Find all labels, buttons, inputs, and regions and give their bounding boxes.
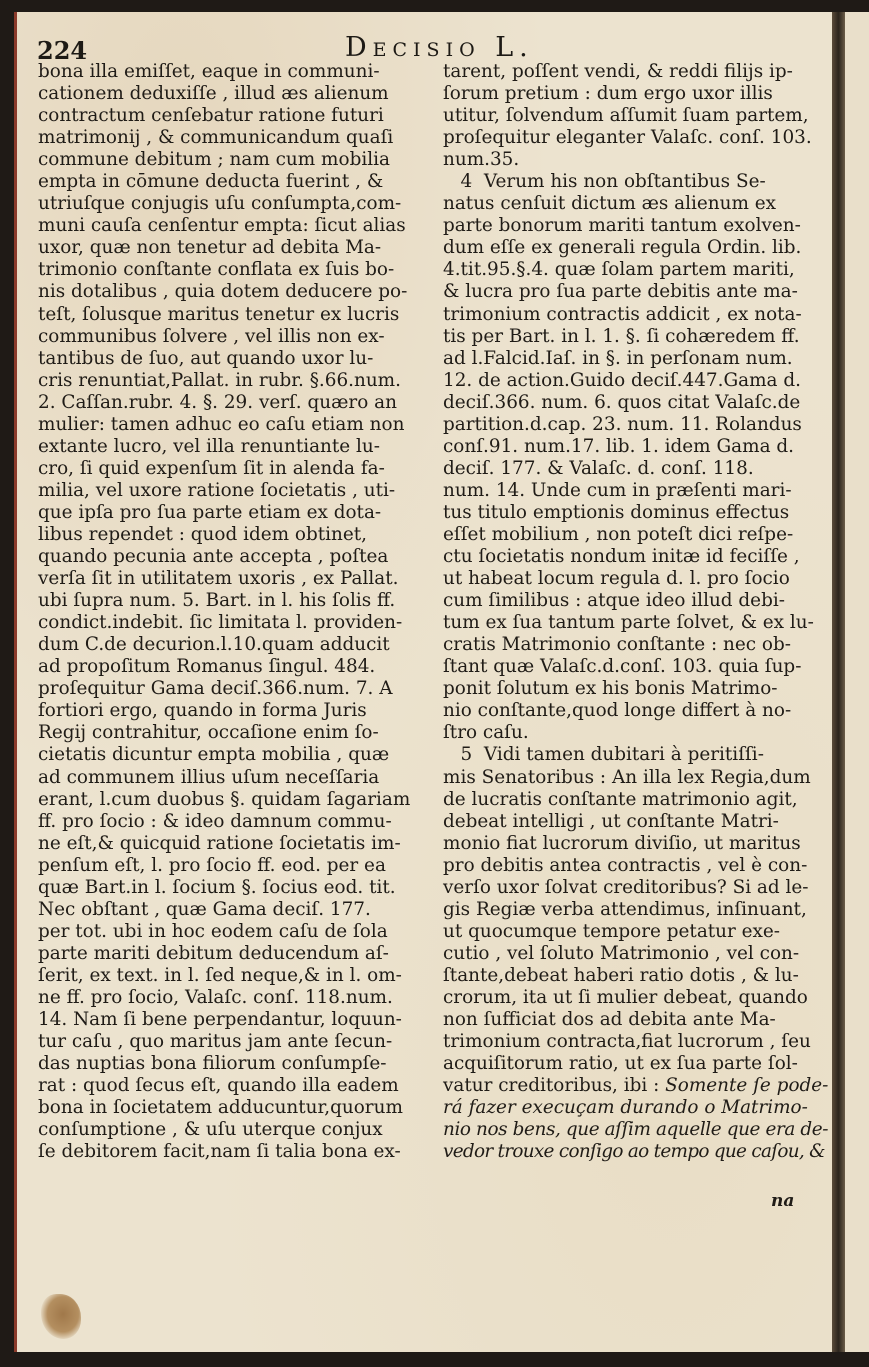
text-line: 14. Nam ſi bene perpendantur, loquun-	[38, 1009, 402, 1031]
text-line: conſumptione , & uſu uterque conjux	[38, 1119, 383, 1141]
text-line: conſ.91. num.17. lib. 1. idem Gama d.	[443, 435, 794, 457]
text-line: de lucratis conſtante matrimonio agit,	[443, 788, 798, 810]
text-line: deciſ.366. num. 6. quos citat Valaſc.de	[443, 391, 801, 413]
text-line: tur caſu , quo maritus jam ante ſecun-	[38, 1031, 393, 1053]
page-number: 224	[37, 36, 88, 65]
text-line: trimonium contracta,fiat lucrorum , ſeu	[443, 1031, 811, 1053]
text-line: erant, l.cum duobus §. quidam ſagariam	[38, 788, 411, 810]
text-line: tum ex ſua tantum parte ſolvet, & ex lu-	[443, 612, 814, 634]
text-line: cutio , vel ſoluto Matrimonio , vel con-	[443, 942, 800, 964]
text-line: ut quocumque tempore petatur exe-	[443, 920, 781, 942]
text-line: trimonio conſtante conflata ex ſuis bo-	[38, 259, 395, 281]
text-line: teſt, ſolusque maritus tenetur ex lucris	[38, 303, 400, 325]
text-line: libus rependet : quod idem obtinet,	[38, 523, 367, 545]
text-line: vedor trouxe conſigo ao tempo que caſou, &	[443, 1141, 825, 1163]
text-line: mis Senatoribus : An illa lex Regia,dum	[443, 766, 811, 788]
text-line: commune debitum ; nam cum mobilia	[38, 149, 390, 171]
text-line: ad l.Falcid.Iaſ. in §. in perſonam num.	[443, 347, 793, 369]
text-line: verſo uxor ſolvat creditoribus? Si ad le-	[443, 876, 809, 898]
text-line: tus titulo emptionis dominus effectus	[443, 501, 790, 523]
text-line: condict.indebit. ſic limitata l. providen-	[38, 612, 403, 634]
text-line: natus cenſuit dictum æs alienum ex	[443, 193, 777, 215]
text-line: gis Regiæ verba attendimus, inſinuant,	[443, 898, 807, 920]
text-line: ſorum pretium : dum ergo uxor illis	[443, 83, 773, 105]
text-line: partition.d.cap. 23. num. 11. Rolandus	[443, 413, 802, 435]
text-line: monio fiat lucrorum diviſio, ut maritus	[443, 832, 801, 854]
text-line: cris renuntiat,Pallat. in rubr. §.66.num.	[38, 369, 401, 391]
text-line: 4 Verum his non obſtantibus Se-	[443, 171, 766, 193]
catchword: na	[771, 1191, 795, 1211]
text-line: num.35.	[443, 149, 520, 171]
text-line: tarent, poſſent vendi, & reddi filijs ip-	[443, 61, 793, 82]
text-line: cratis Matrimonio conſtante : nec ob-	[443, 634, 791, 656]
text-line: 2. Caſſan.rubr. 4. §. 29. verſ. quæro an	[38, 391, 397, 413]
text-line: eſſet mobilium , non poteſt dici reſpe-	[443, 523, 794, 545]
text-line: nio nos bens, que aſſim aquelle que era de-	[443, 1119, 829, 1141]
text-line: ſtante,debeat haberi ratio dotis , & lu-	[443, 964, 799, 986]
text-line: ubi ſupra num. 5. Bart. in l. his ſolis ff.	[38, 590, 396, 612]
page-header	[20, 20, 800, 65]
text-line: acquiſitorum ratio, ut ex ſua parte ſol-	[443, 1053, 798, 1075]
text-line: debeat intelligi , ut conſtante Matri-	[443, 810, 779, 832]
text-line: per tot. ubi in hoc eodem caſu de ſola	[38, 920, 388, 942]
text-line: utitur, ſolvendum aſſumit ſuam partem,	[443, 105, 809, 127]
text-line: tis per Bart. in l. 1. §. ſi cohæredem ff.	[443, 325, 800, 347]
text-line: penſum eſt, l. pro ſocio ff. eod. per ea	[38, 854, 386, 876]
text-line: parte mariti debitum deducendum aſ-	[38, 942, 389, 964]
text-line: utriuſque conjugis uſu conſumpta,com-	[38, 193, 402, 215]
text-line: verſa ſit in utilitatem uxoris , ex Pallat.	[38, 568, 399, 590]
text-line: Regij contrahitur, occaſione enim ſo-	[38, 722, 379, 744]
text-line: parte bonorum mariti tantum exolven-	[443, 215, 801, 237]
gutter-shadow	[832, 12, 845, 1352]
running-title: Decisio L.	[345, 32, 534, 63]
text-line: empta in cōmune deducta fuerint , &	[38, 171, 384, 193]
text-line: ut habeat locum regula d. l. pro ſocio	[443, 568, 790, 590]
text-line: contractum cenſebatur ratione futuri	[38, 105, 384, 127]
text-line	[443, 1075, 829, 1097]
text-line: & lucra pro ſua parte debitis ante ma-	[443, 281, 798, 303]
text-line: bona in ſocietatem adducuntur,quorum	[38, 1097, 403, 1119]
portuguese-quotation: Somente ſe pode-	[665, 1075, 829, 1097]
text-line: rat : quod ſecus eſt, quando illa eadem	[38, 1075, 399, 1097]
right-text-column	[443, 61, 829, 1163]
text-line: nio conſtante,quod longe differt à no-	[443, 700, 792, 722]
text-line: deciſ. 177. & Valaſc. d. conſ. 118.	[443, 457, 754, 479]
text-line: communibus ſolvere , vel illis non ex-	[38, 325, 385, 347]
text-line: ſerit, ex text. in l. ſed neque,& in l. om-	[38, 964, 402, 986]
text-line: matrimonij , & communicandum quaſi	[38, 127, 394, 149]
text-line: cum ſimilibus : atque ideo illud debi-	[443, 590, 785, 612]
text-line: ſtro caſu.	[443, 722, 529, 744]
text-line: quæ Bart.in l. ſocium §. ſocius eod. tit.	[38, 876, 396, 898]
text-line: ſtant quæ Valaſc.d.conſ. 103. quia ſup-	[443, 656, 802, 678]
text-line: 5 Vidi tamen dubitari à peritiſſi-	[443, 744, 764, 766]
text-line: quando pecunia ante accepta , poſtea	[38, 546, 389, 568]
text-line: dum eſſe ex generali regula Ordin. lib.	[443, 237, 802, 259]
text-line: ne eſt,& quicquid ratione ſocietatis im-	[38, 832, 401, 854]
text-line: bona illa emiſſet, eaque in communi-	[38, 61, 380, 82]
text-line: proſequitur Gama deciſ.366.num. 7. A	[38, 678, 393, 700]
text-line: extante lucro, vel illa renuntiante lu-	[38, 435, 380, 457]
text-line: milia, vel uxore ratione ſocietatis , uti-	[38, 479, 396, 501]
text-line: ne ff. pro ſocio, Valaſc. conſ. 118.num.	[38, 986, 393, 1008]
left-text-column	[38, 61, 411, 1163]
text-line: crorum, ita ut ſi mulier debeat, quando	[443, 986, 808, 1008]
text-line: cationem deduxiſſe , illud æs alienum	[38, 83, 389, 105]
text-line: 4.tit.95.§.4. quæ ſolam partem mariti,	[443, 259, 795, 281]
text-line: tantibus de ſuo, aut quando uxor lu-	[38, 347, 374, 369]
text-line: ſe debitorem facit,nam ſi talia bona ex-	[38, 1141, 401, 1163]
text-line: trimonium contractis addicit , ex nota-	[443, 303, 802, 325]
water-stain	[41, 1294, 81, 1339]
facing-page-edge	[845, 12, 869, 1352]
text-line: das nuptias bona filiorum conſumpſe-	[38, 1053, 387, 1075]
text-line: cro, ſi quid expenſum ſit in alenda fa-	[38, 457, 385, 479]
text-line: Nec obſtant , quæ Gama deciſ. 177.	[38, 898, 371, 920]
text-line: nis dotalibus , quia dotem deducere po-	[38, 281, 408, 303]
text-line: ad propoſitum Romanus ſingul. 484.	[38, 656, 376, 678]
roman-text: vatur creditoribus, ibi :	[443, 1075, 666, 1097]
text-line: rá fazer execuçam durando o Matrimo-	[443, 1097, 808, 1119]
text-line: ponit ſolutum ex his bonis Matrimo-	[443, 678, 778, 700]
text-line: 12. de action.Guido deciſ.447.Gama d.	[443, 369, 801, 391]
text-line: fortiori ergo, quando in forma Juris	[38, 700, 367, 722]
text-line: ff. pro ſocio : & ideo damnum commu-	[38, 810, 392, 832]
text-line: ad communem illius uſum neceſſaria	[38, 766, 380, 788]
text-line: pro debitis antea contractis , vel è con-	[443, 854, 808, 876]
text-line: muni cauſa cenſentur empta: ſicut alias	[38, 215, 406, 237]
text-line: dum C.de decurion.l.10.quam adducit	[38, 634, 390, 656]
text-line: num. 14. Unde cum in præſenti mari-	[443, 479, 792, 501]
text-line: non ſufficiat dos ad debita ante Ma-	[443, 1009, 776, 1031]
text-line: uxor, quæ non tenetur ad debita Ma-	[38, 237, 382, 259]
text-line: que ipſa pro ſua parte etiam ex dota-	[38, 501, 382, 523]
text-line: proſequitur eleganter Valaſc. conſ. 103.	[443, 127, 812, 149]
text-line: cietatis dicuntur empta mobilia , quæ	[38, 744, 390, 766]
text-line: ctu ſocietatis nondum initæ id feciſſe ,	[443, 546, 800, 568]
text-line: mulier: tamen adhuc eo caſu etiam non	[38, 413, 405, 435]
